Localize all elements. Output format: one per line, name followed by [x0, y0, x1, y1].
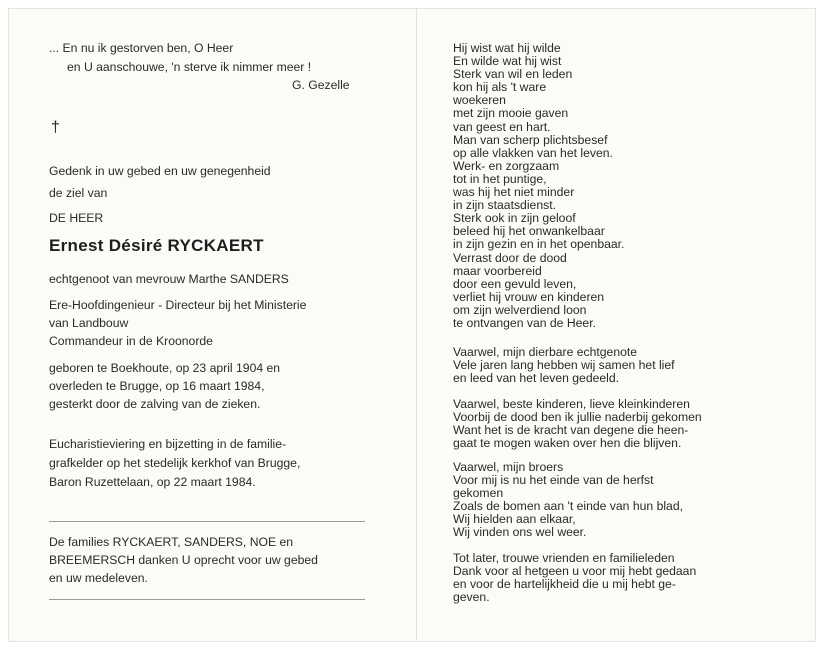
- verse-line: en voor de hartelijkheid die u mij hebt ge-: [453, 577, 676, 592]
- function-line-1: Ere-Hoofdingenieur - Directeur bij het Ministerie: [49, 298, 307, 312]
- verse-line: gekomen: [453, 486, 504, 501]
- divider-top: [49, 521, 365, 522]
- verse-line: in zijn staatsdienst.: [453, 198, 556, 213]
- verse-line: Want het is de kracht van degene die heen-: [453, 423, 689, 438]
- verse-line: Tot later, trouwe vrienden en familieleden: [453, 551, 675, 565]
- verse-line: Voor mij is nu het einde van de herfst: [453, 473, 654, 488]
- sacrament-line: gesterkt door de zalving van de zieken.: [49, 397, 261, 411]
- epigraph-line-2: en U aanschouwe, 'n sterve ik nimmer meer !: [67, 60, 312, 74]
- farewell-brothers: [453, 461, 683, 540]
- verse-line: woekeren: [453, 93, 506, 108]
- verse-line: Vele jaren lang hebben wij samen het lief: [453, 358, 675, 373]
- verse-line: Man van scherp plichtsbesef: [453, 132, 608, 147]
- verse-line: Werk- en zorgzaam: [453, 158, 560, 173]
- verse-line: Vaarwel, mijn broers: [453, 460, 564, 474]
- intro-line-1: Gedenk in uw gebed en uw genegenheid: [49, 164, 271, 178]
- verse-line: Verrast door de dood: [453, 250, 567, 265]
- thanks-line-2: BREEMERSCH danken U oprecht voor uw gebed: [49, 553, 318, 567]
- verse-line: door een gevuld leven,: [453, 276, 577, 291]
- verse-line: Voorbij de dood ben ik jullie naderbij gekomen: [453, 410, 702, 425]
- verse-line: op alle vlakken van het leven.: [453, 145, 613, 160]
- epigraph-author: G. Gezelle: [292, 78, 350, 92]
- farewell-spouse: [453, 346, 675, 385]
- verse-line: en leed van het leven gedeeld.: [453, 371, 620, 386]
- verse-line: met zijn mooie gaven: [453, 106, 569, 121]
- tribute-poem: [453, 42, 624, 330]
- function-line-2: van Landbouw: [49, 316, 129, 330]
- verse-line: Zoals de bomen aan 't einde van hun blad,: [453, 499, 683, 514]
- verse-line: was hij het niet minder: [453, 185, 575, 200]
- thanks-line-3: en uw medeleven.: [49, 571, 148, 585]
- verse-line: Vaarwel, mijn dierbare echtgenote: [453, 345, 638, 359]
- verse-line: gaat te mogen waken over hen die blijven.: [453, 436, 682, 451]
- divider-bottom: [49, 599, 365, 600]
- verse-line: in zijn gezin en in het openbaar.: [453, 237, 625, 252]
- epigraph-line-1: ... En nu ik gestorven ben, O Heer: [49, 41, 234, 55]
- cross-icon: †: [51, 119, 60, 136]
- verse-line: Hij wist wat hij wilde: [453, 41, 561, 55]
- funeral-line-3: Baron Ruzettelaan, op 22 maart 1984.: [49, 475, 256, 489]
- thanks-line-1: De families RYCKAERT, SANDERS, NOE en: [49, 535, 294, 549]
- card-fold-line: [416, 8, 417, 640]
- verse-line: tot in het puntige,: [453, 171, 547, 186]
- verse-line: Sterk van wil en leden: [453, 67, 573, 82]
- intro-title: DE HEER: [49, 211, 104, 225]
- verse-line: En wilde wat hij wist: [453, 54, 562, 69]
- verse-line: maar voorbereid: [453, 263, 542, 278]
- farewell-friends: [453, 552, 696, 604]
- verse-line: verliet hij vrouw en kinderen: [453, 289, 605, 304]
- verse-line: om zijn welverdiend loon: [453, 302, 587, 317]
- verse-line: kon hij als 't ware: [453, 80, 547, 95]
- honour-line: Commandeur in de Kroonorde: [49, 334, 213, 348]
- spouse-line: echtgenoot van mevrouw Marthe SANDERS: [49, 272, 289, 286]
- verse-line: Vaarwel, beste kinderen, lieve kleinkinderen: [453, 397, 690, 411]
- verse-line: Sterk ook in zijn geloof: [453, 211, 576, 226]
- intro-line-2: de ziel van: [49, 186, 108, 200]
- verse-line: beleed hij het onwankelbaar: [453, 224, 605, 239]
- deceased-name: Ernest Désiré RYCKAERT: [49, 236, 264, 255]
- verse-line: geven.: [453, 590, 490, 605]
- verse-line: te ontvangen van de Heer.: [453, 315, 596, 330]
- verse-line: Wij hielden aan elkaar,: [453, 512, 576, 527]
- death-line: overleden te Brugge, op 16 maart 1984,: [49, 379, 265, 393]
- verse-line: Dank voor al hetgeen u voor mij hebt gedaan: [453, 564, 697, 579]
- verse-line: van geest en hart.: [453, 119, 551, 134]
- farewell-children: [453, 398, 702, 450]
- funeral-line-1: Eucharistieviering en bijzetting in de familie-: [49, 437, 287, 451]
- verse-line: Wij vinden ons wel weer.: [453, 525, 587, 540]
- birth-line: geboren te Boekhoute, op 23 april 1904 en: [49, 361, 281, 375]
- funeral-line-2: grafkelder op het stedelijk kerkhof van Brugge,: [49, 456, 301, 470]
